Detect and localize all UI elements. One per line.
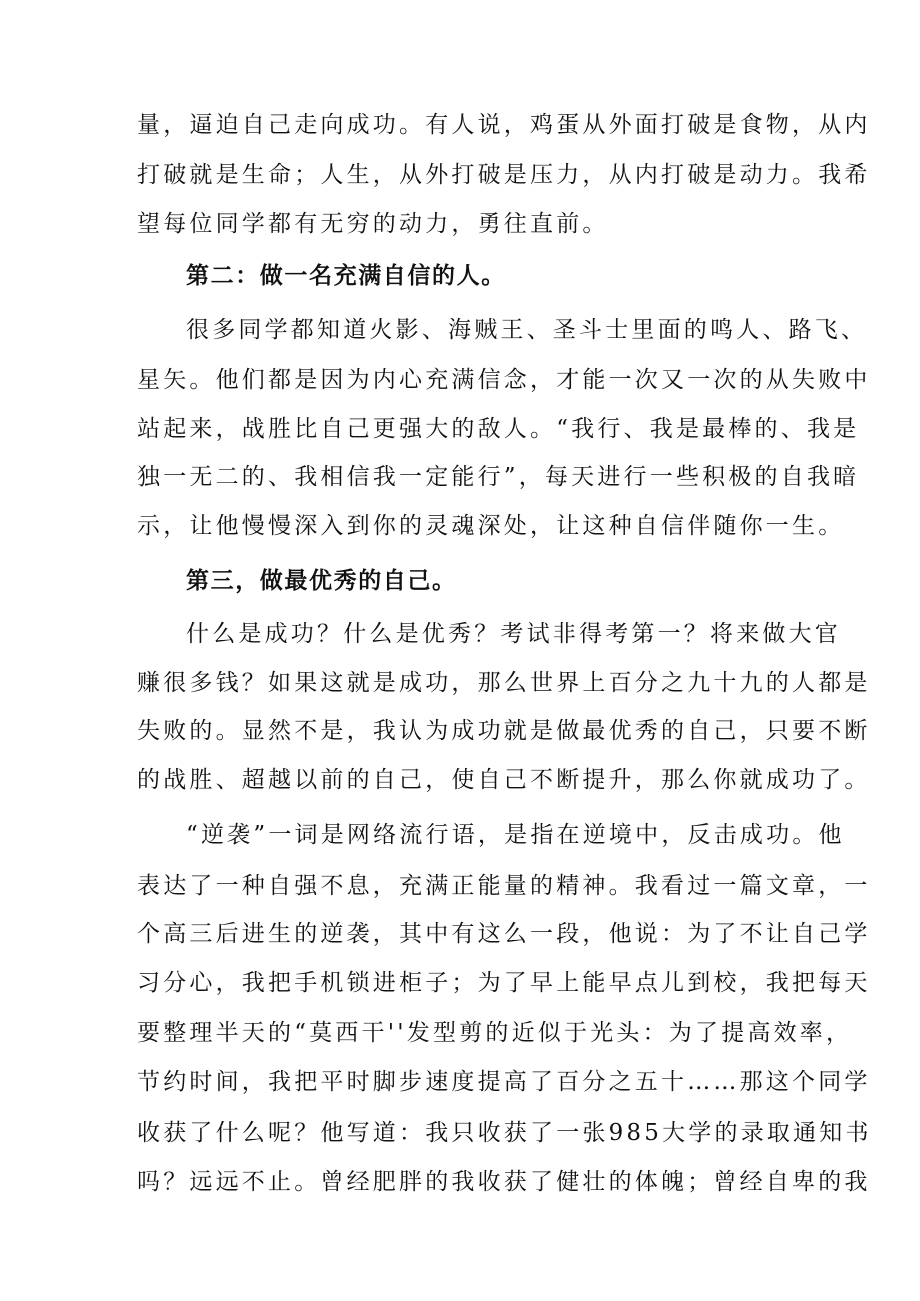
paragraph-line: 独一无二的、我相信我一定能行”，每天进行一些积极的自我暗 xyxy=(137,464,860,490)
paragraph-line: 很多同学都知道火影、海贼王、圣斗士里面的鸣人、路飞、 xyxy=(186,317,868,343)
paragraph-line: 什么是成功？什么是优秀？考试非得考第一？将来做大官 xyxy=(186,621,841,647)
paragraph-line: 的战胜、超越以前的自己，使自己不断提升，那么你就成功了。 xyxy=(137,767,871,793)
paragraph-line: 表达了一种自强不息，充满正能量的精神。我看过一篇文章，一 xyxy=(137,873,871,899)
paragraph-line: “逆袭”一词是网络流行语，是指在逆境中，反击成功。他 xyxy=(186,822,845,848)
paragraph-line: 打破就是生命；人生，从外打破是压力，从内打破是动力。我希 xyxy=(137,162,871,188)
section-heading: 第三，做最优秀的自己。 xyxy=(186,568,457,594)
section-heading: 第二：做一名充满自信的人。 xyxy=(186,263,506,289)
paragraph-line: 吗？远远不止。曾经肥胖的我收获了健壮的体魄；曾经自卑的我 xyxy=(137,1169,871,1195)
paragraph-line: 要整理半天的“莫西干''发型剪的近似于光头：为了提高效率， xyxy=(137,1020,853,1046)
paragraph-line: 赚很多钱？如果这就是成功，那么世界上百分之九十九的人都是 xyxy=(137,670,871,696)
paragraph-line: 节约时间，我把平时脚步速度提高了百分之五十……那这个同学 xyxy=(137,1069,871,1095)
paragraph-line: 站起来，战胜比自己更强大的敌人。“我行、我是最棒的、我是 xyxy=(137,416,860,442)
paragraph-line: 收获了什么呢？他写道：我只收获了一张985大学的录取通知书 xyxy=(137,1120,872,1146)
paragraph-line: 失败的。显然不是，我认为成功就是做最优秀的自己，只要不断 xyxy=(137,718,871,744)
paragraph-line: 量，逼迫自己走向成功。有人说，鸡蛋从外面打破是食物，从内 xyxy=(137,112,871,138)
paragraph-line: 习分心，我把手机锁进柜子；为了早上能早点儿到校，我把每天 xyxy=(137,970,871,996)
paragraph-line: 星矢。他们都是因为内心充满信念，才能一次又一次的从失败中 xyxy=(137,367,871,393)
paragraph-line: 个高三后进生的逆袭，其中有这么一段，他说：为了不让自己学 xyxy=(137,921,871,947)
paragraph-line: 望每位同学都有无穷的动力，勇往直前。 xyxy=(137,211,609,237)
paragraph-line: 示，让他慢慢深入到你的灵魂深处，让这种自信伴随你一生。 xyxy=(137,513,845,539)
